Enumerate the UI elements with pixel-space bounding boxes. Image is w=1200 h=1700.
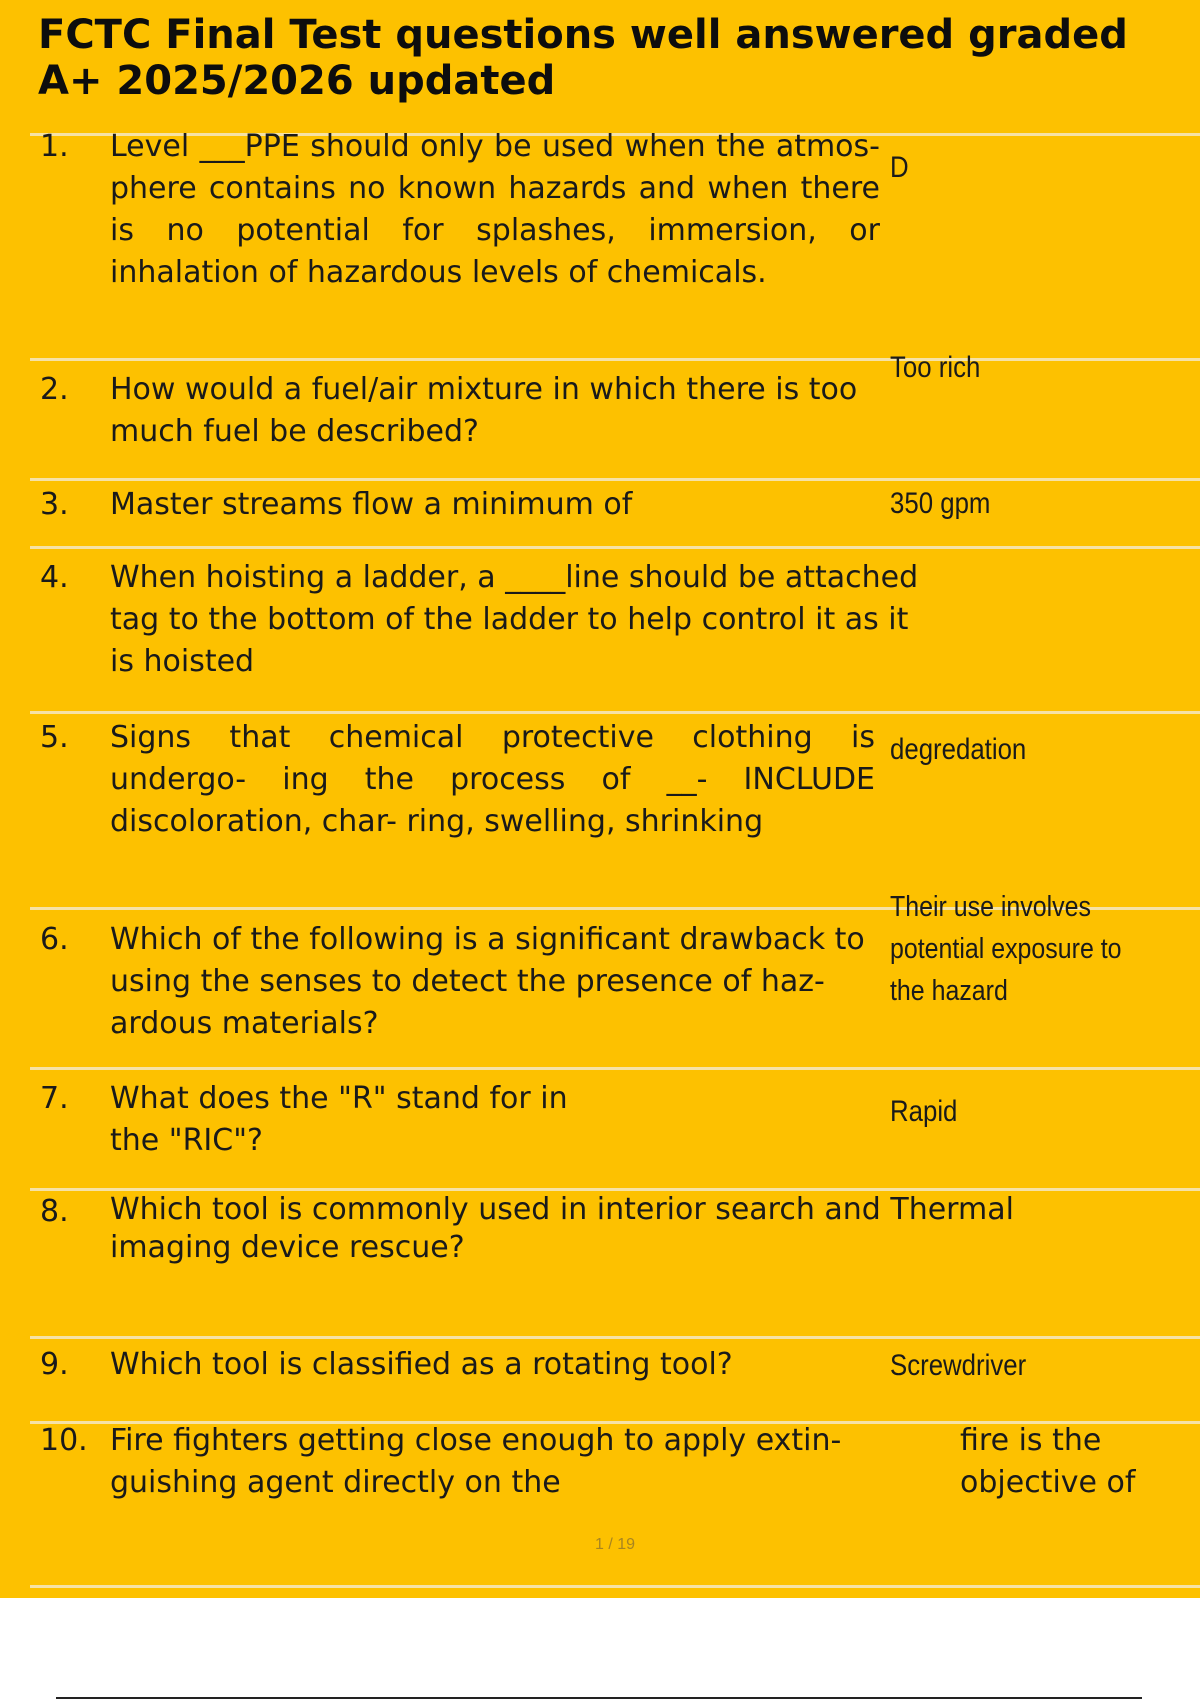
question-number: 2. (40, 372, 69, 407)
footer-rule (56, 1697, 1142, 1699)
question-number: 9. (40, 1347, 69, 1382)
question-number: 4. (40, 560, 69, 595)
question-text: Master streams flow a minimum of (110, 487, 633, 522)
answer-text: Rapid (890, 1095, 958, 1128)
question-text: Which tool is classified as a rotating tool? (110, 1347, 733, 1382)
question-text: Fire fighters getting close enough to apply extin- guishing agent directly on the (110, 1423, 842, 1500)
answer-text: D (890, 151, 909, 184)
question-text: How would a fuel/air mixture in which there is too much fuel be described? (110, 372, 858, 449)
answer-text: 350 gpm (890, 487, 991, 520)
question-text: Level ___PPE should only be used when the atmos- phere contains no known hazards and when there is no potential for splashes, immersion, or inhalation of hazardous levels of chemicals. (110, 129, 880, 290)
question-number: 5. (40, 720, 69, 755)
divider (30, 1067, 1200, 1070)
question-text: Which tool is commonly used in interior search and Thermal imaging device rescue? (110, 1192, 1014, 1265)
question-text: What does the "R" stand for in the "RIC"? (110, 1081, 568, 1158)
question-number: 7. (40, 1081, 69, 1116)
divider (30, 546, 1200, 549)
question-number: 6. (40, 922, 69, 957)
divider (30, 1585, 1200, 1588)
page-number: 1 / 19 (594, 1536, 636, 1553)
divider (30, 478, 1200, 481)
answer-text: Too rich (890, 351, 981, 384)
question-number: 1. (40, 129, 69, 164)
answer-text: Screwdriver (890, 1349, 1027, 1382)
question-text: Signs that chemical protective clothing is undergo- ing the process of __- INCLUDE discoloration, char- ring, swelling, shrinking (110, 720, 875, 839)
question-number: 3. (40, 487, 69, 522)
document-title: FCTC Final Test questions well answered graded A+ 2025/2026 updated (38, 12, 1128, 104)
question-number: 10. (40, 1423, 88, 1458)
question-number: 8. (40, 1194, 69, 1229)
answer-text: fire is the objective of (960, 1423, 1136, 1500)
question-text: When hoisting a ladder, a ____line should be attached tag to the bottom of the ladder to help control it as it is hoisted (110, 560, 919, 679)
answer-text: Their use involves potential exposure to the hazard (890, 891, 1122, 1007)
question-text: Which of the following is a significant drawback to using the senses to detect the presence of haz- ardous materials? (110, 922, 865, 1041)
answer-text: degredation (890, 733, 1027, 766)
divider (30, 1336, 1200, 1339)
divider (30, 711, 1200, 714)
